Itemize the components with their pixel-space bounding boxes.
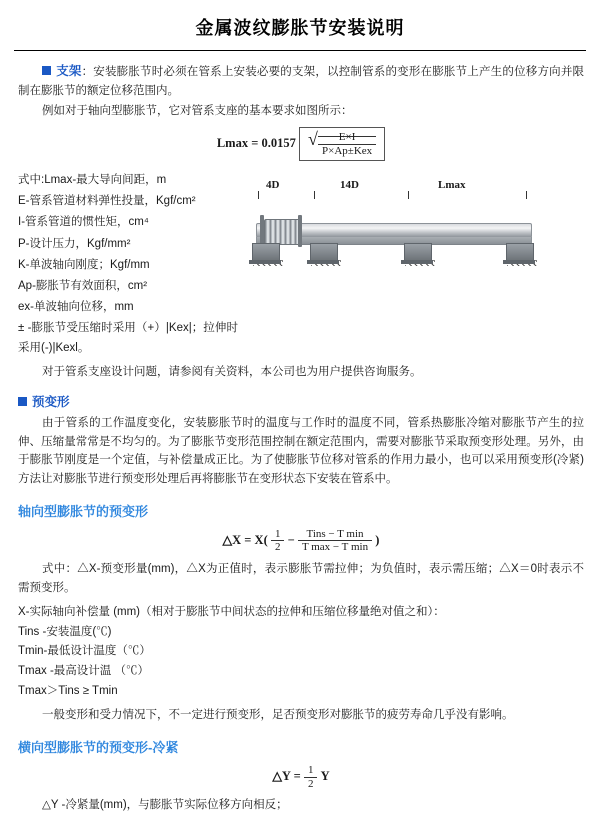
- axial-predeform-heading: 轴向型膨胀节的预变形: [18, 503, 149, 519]
- dim-label-14d: 14D: [340, 179, 359, 192]
- hatch-icon: [253, 260, 283, 266]
- dimension-labels: [248, 177, 538, 193]
- formula-dx-half: [271, 528, 285, 554]
- formula-dx-temp-fraction: [298, 528, 372, 554]
- formula-dx-temp-den: T max − T min: [301, 541, 369, 554]
- predeform-heading: 预变形: [32, 394, 70, 409]
- list-item: 式中:Lmax-最大导向间距，m: [18, 174, 167, 187]
- anchor-support: [252, 243, 280, 261]
- list-item: Ap-膨胀节有效面积，cm²: [18, 279, 148, 292]
- formula-dy-rhs: Y: [320, 769, 330, 784]
- list-item: P-设计压力，Kgf/mm²: [18, 237, 131, 250]
- pipe-system-diagram: [248, 177, 538, 287]
- guide-support-1: [310, 243, 338, 261]
- blue-square-icon: [18, 397, 27, 406]
- formula-dy-num: 1: [304, 764, 318, 778]
- flange-right: [298, 215, 302, 247]
- formula-lmax-box: [299, 127, 385, 161]
- predeform-paragraph: 由于管系的工作温度变化，安装膨胀节时的温度与工作时的温度不同，管系热膨胀冷缩对膨胀节产生的拉伸、压缩量常常是不均匀的。为了膨胀节变形范围控制在额定范围内，需要对膨胀节采取预变形处理。另外，由于膨胀节刚度是一个定值，与补偿量成正比。为了使膨胀节位移对管系的作用力最小，也可以采用预变形(冷紧)方法让对膨胀节进行预变形处理后再将膨胀节在变形状态下安装在管系中。: [18, 417, 584, 486]
- formula-lmax-fraction: [318, 131, 376, 157]
- list-item: I-管系管道的惯性矩，cm⁴: [18, 216, 149, 229]
- predeform-heading-row: [18, 392, 584, 412]
- sqrt-icon: [308, 131, 376, 157]
- hatch-icon: [507, 260, 537, 266]
- dim-tick: [526, 191, 527, 199]
- axial-where-text: 式中：△X-预变形量(mm)，△X为正值时，表示膨胀节需拉伸；为负值时，表示需压缩；△X＝0时表示不需预变形。: [18, 562, 584, 594]
- formula-delta-y: [18, 764, 584, 790]
- formula-lmax-numerator: √ E×I: [318, 131, 376, 145]
- axial-variable-list: [18, 603, 584, 700]
- dim-tick: [314, 191, 315, 199]
- bellows-expansion-joint: [264, 219, 300, 245]
- axial-note: 一般变形和受力情况下，不一定进行预变形，足否预变形对膨胀节的疲劳寿命几乎没有影响。: [42, 709, 514, 722]
- list-item: Tins -安装温度(℃): [18, 625, 112, 638]
- list-item: Tmax＞Tins ≥ Tmin: [18, 684, 118, 697]
- dim-tick: [408, 191, 409, 199]
- bracket-paragraph-2: 例如对于轴向型膨胀节，它对管系支座的基本要求如图所示：: [42, 105, 353, 118]
- lateral-where-text: △Y -冷紧量(mm)，与膨胀节实际位移方向相反；: [42, 799, 288, 812]
- drawing-column: [244, 167, 584, 287]
- list-item: Tmin-最低设计温度（℃）: [18, 645, 151, 658]
- formula-dy-half: [304, 764, 318, 790]
- dim-label-lmax: Lmax: [438, 179, 466, 192]
- hatch-icon: [311, 260, 341, 266]
- list-item: ± -膨胀节受压缩时采用（+）|Kex|；拉伸时采用(-)|Kexl。: [18, 322, 238, 355]
- formula-dx-lhs: △X = X(: [222, 532, 268, 547]
- formula-lmax-lhs: Lmax = 0.0157: [216, 136, 296, 151]
- formula-dx-half-den: 2: [274, 541, 281, 554]
- formula-dx-rhs: ): [375, 532, 380, 547]
- pipe-assembly: [248, 207, 538, 261]
- legend-and-drawing: [18, 167, 584, 361]
- legend-list: [18, 169, 238, 359]
- formula-dy-den: 2: [307, 777, 314, 790]
- title-divider: [14, 50, 586, 51]
- blue-square-icon: [42, 66, 51, 75]
- dim-tick: [258, 191, 259, 199]
- guide-support-3: [506, 243, 534, 261]
- formula-lmax-denominator: P×Ap±Kex: [322, 144, 373, 157]
- list-item: ex-单波轴向位移，mm: [18, 300, 134, 313]
- document-body: [0, 61, 600, 815]
- lateral-predeform-heading: 横向型膨胀节的预变形-冷紧: [18, 739, 179, 755]
- guide-support-2: [404, 243, 432, 261]
- list-item: Tmax -最高设计温 （℃）: [18, 665, 149, 678]
- document-page: [0, 14, 600, 812]
- page-title: 金属波纹膨胀节安装说明: [195, 18, 405, 38]
- formula-delta-x: [18, 528, 584, 554]
- formula-dx-temp-num: Tins − T min: [298, 528, 372, 542]
- list-item: X-实际轴向补偿量 (mm)（相对于膨胀节中间状态的拉伸和压缩位移量绝对值之和）：: [18, 606, 445, 619]
- hatch-icon: [405, 260, 435, 266]
- formula-lmax: [18, 127, 584, 161]
- bracket-paragraph-1: 安装膨胀节时必须在管系上安装必要的支架，以控制管系的变形在膨胀节上产生的位移方向并限制在膨胀节的额定位移范围内。: [18, 66, 585, 97]
- bracket-heading: 支架: [56, 64, 82, 78]
- formula-dx-half-num: 1: [271, 528, 285, 542]
- formula-dx-minus: −: [287, 532, 295, 547]
- list-item: E-管系管道材料弹性投量，Kgf/cm²: [18, 195, 196, 208]
- bracket-section: 支架：安装膨胀节时必须在管系上安装必要的支架，以控制管系的变形在膨胀节上产生的位移方向并限制在膨胀节的额定位移范围内。: [18, 64, 585, 97]
- formula-dy-lhs: △Y =: [272, 769, 301, 784]
- support-design-note: 对于管系支座设计问题，请参阅有关资料，本公司也为用户提供咨询服务。: [42, 366, 422, 379]
- list-item: K-单波轴向刚度；Kgf/mm: [18, 258, 150, 271]
- dim-label-4d: 4D: [266, 179, 280, 192]
